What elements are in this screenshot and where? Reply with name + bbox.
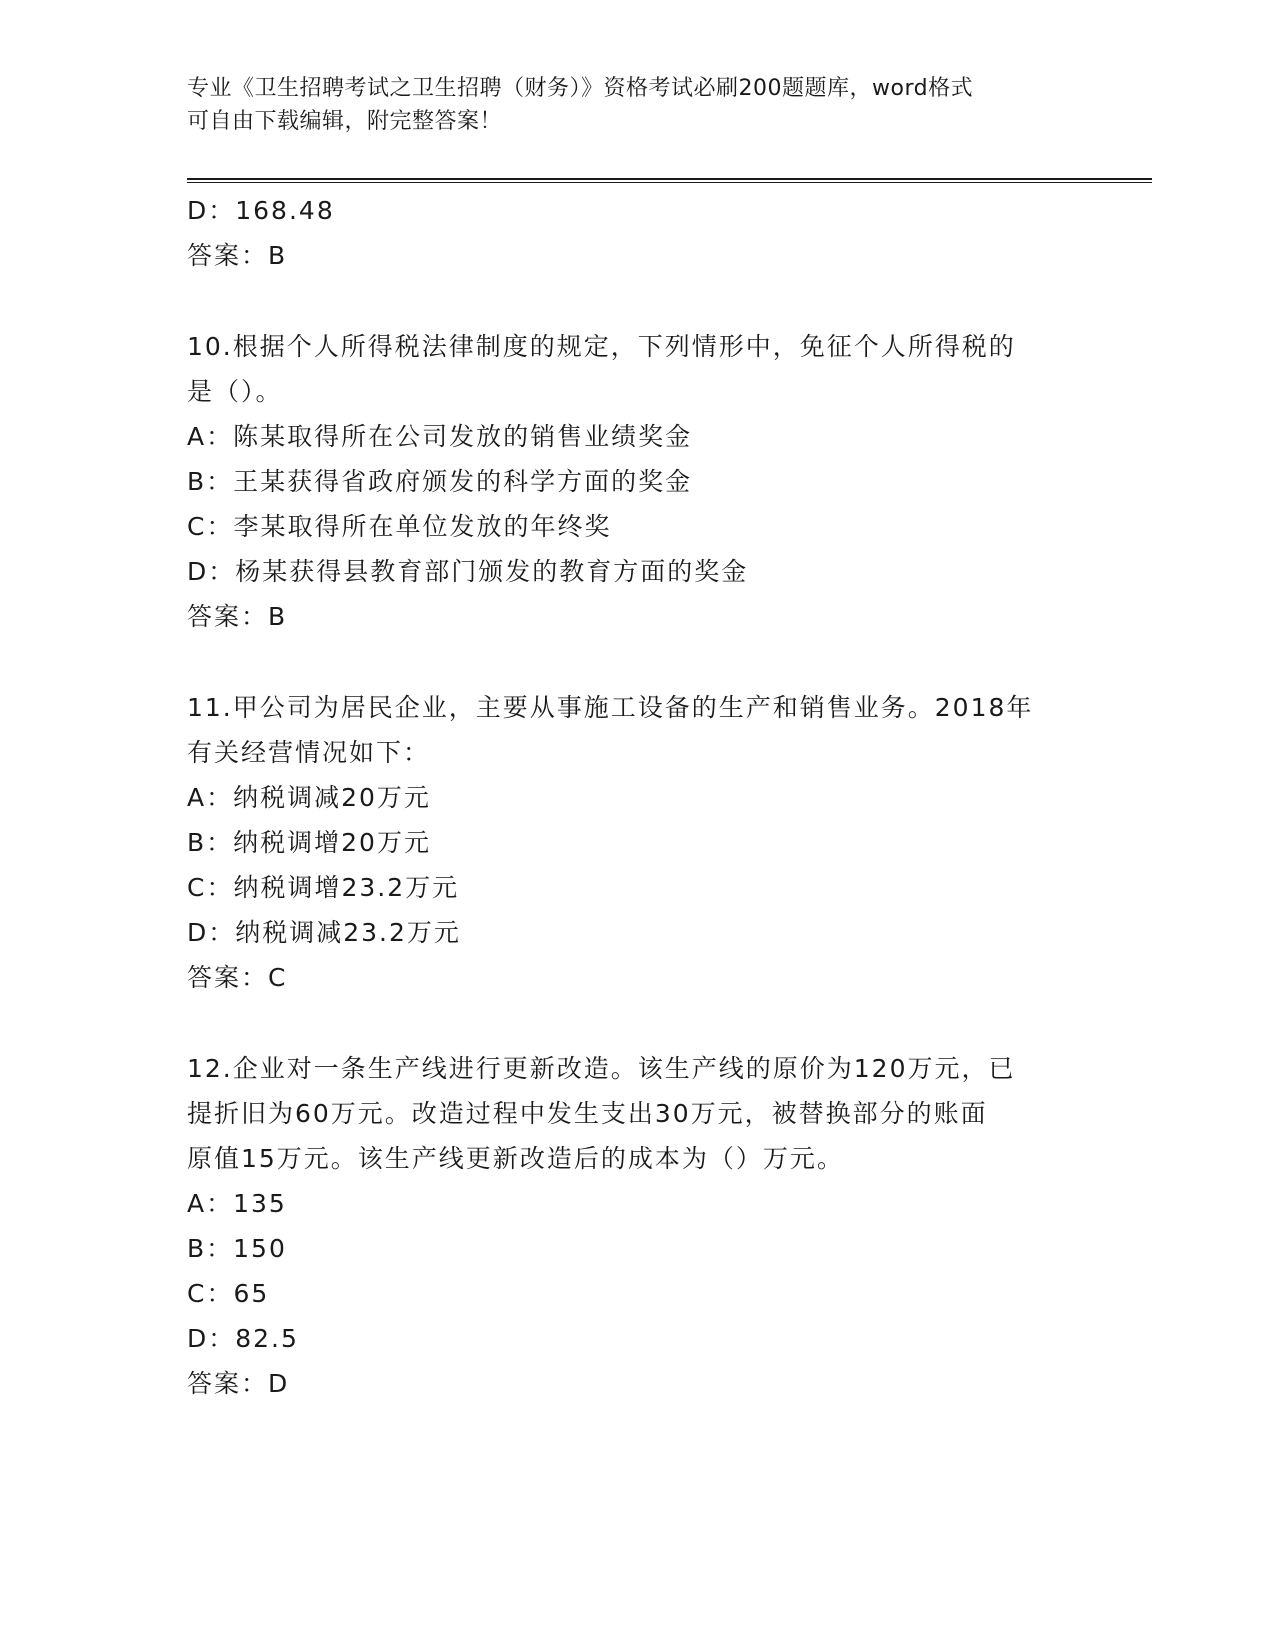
- question-12: [187, 1046, 1107, 1406]
- spacer: [187, 278, 1107, 324]
- option-c: C：李某取得所在单位发放的年终奖: [187, 512, 612, 541]
- option-b: B：王某获得省政府颁发的科学方面的奖金: [187, 467, 693, 496]
- question-10: [187, 324, 1107, 639]
- option-d: D：纳税调减23.2万元: [187, 918, 461, 947]
- answer: 答案：C: [187, 963, 288, 992]
- question-stem: 是（）。: [187, 377, 283, 406]
- spacer: [187, 1000, 1107, 1046]
- prev-option-d: D：168.48: [187, 196, 335, 225]
- prev-answer: 答案：B: [187, 241, 288, 270]
- document-header: [187, 72, 1087, 138]
- question-list: [187, 188, 1107, 1406]
- question-stem: 原值15万元。该生产线更新改造后的成本为（）万元。: [187, 1144, 844, 1173]
- option-c: C：65: [187, 1279, 270, 1308]
- option-d: D：82.5: [187, 1324, 299, 1353]
- spacer: [187, 639, 1107, 685]
- answer: 答案：B: [187, 602, 288, 631]
- option-b: B：纳税调增20万元: [187, 828, 431, 857]
- header-divider: [187, 178, 1152, 180]
- option-a: A：陈某取得所在公司发放的销售业绩奖金: [187, 422, 693, 451]
- option-a: A：135: [187, 1189, 287, 1218]
- question-stem: 有关经营情况如下：: [187, 738, 431, 767]
- question-stem: 10.根据个人所得税法律制度的规定，下列情形中，免征个人所得税的: [187, 332, 1016, 361]
- answer: 答案：D: [187, 1369, 290, 1398]
- header-line-1: 专业《卫生招聘考试之卫生招聘（财务）》资格考试必刷200题题库，word格式: [187, 76, 974, 101]
- header-line-2: 可自由下载编辑，附完整答案！: [187, 109, 503, 134]
- question-11: [187, 685, 1107, 1000]
- question-stem: 12.企业对一条生产线进行更新改造。该生产线的原价为120万元，已: [187, 1054, 1016, 1083]
- option-b: B：150: [187, 1234, 287, 1263]
- question-stem: 11.甲公司为居民企业，主要从事施工设备的生产和销售业务。2018年: [187, 693, 1034, 722]
- question-stem: 提折旧为60万元。改造过程中发生支出30万元，被替换部分的账面: [187, 1099, 988, 1128]
- option-c: C：纳税调增23.2万元: [187, 873, 460, 902]
- option-d: D：杨某获得县教育部门颁发的教育方面的奖金: [187, 557, 749, 586]
- option-a: A：纳税调减20万元: [187, 783, 431, 812]
- header-divider-thin: [187, 182, 1152, 183]
